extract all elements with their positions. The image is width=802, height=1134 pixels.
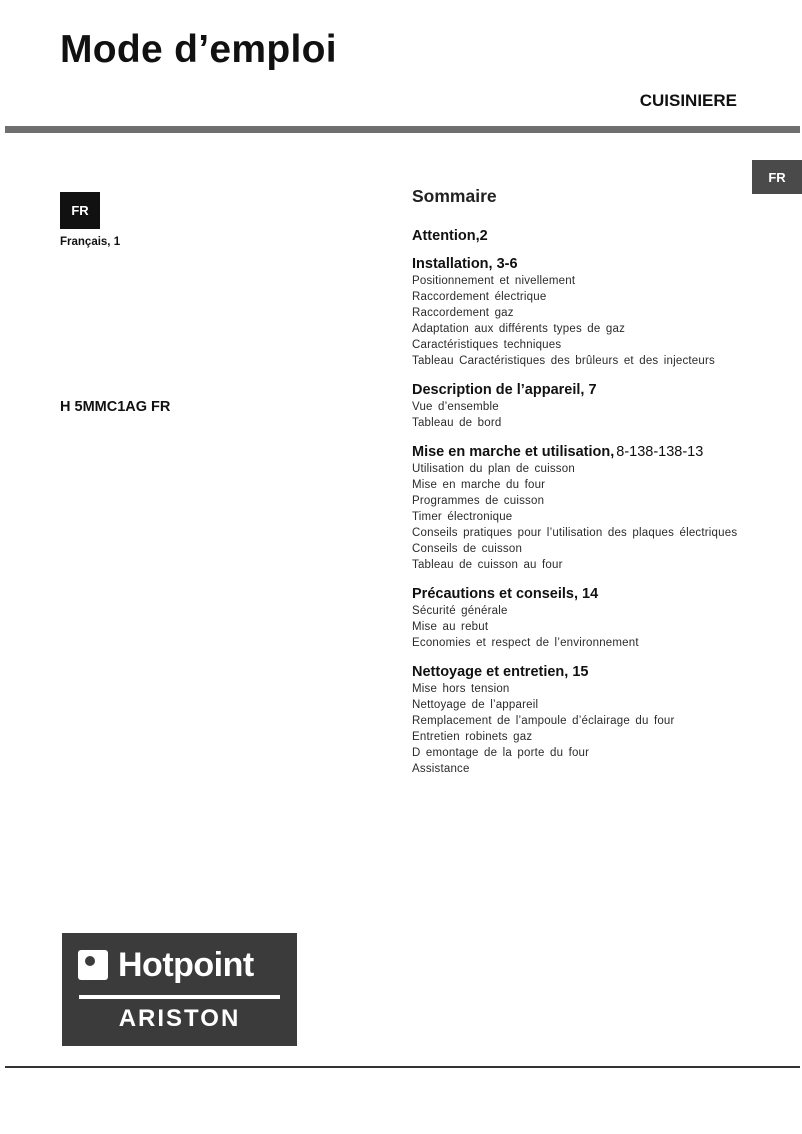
toc-section-heading-text: Installation, 3-6 [412,256,518,272]
toc-item[interactable]: Remplacement de l’ampoule d’éclairage du four [412,715,675,727]
toc-item[interactable]: Assistance [412,763,470,775]
toc-item[interactable]: Vue d’ensemble [412,401,499,413]
logo-top-row [78,947,254,983]
toc-section-heading-text: Mise en marche et utilisation, [412,444,615,460]
toc-section-pages: 8-138-138-13 [616,444,704,460]
toc-section-heading[interactable] [412,585,752,603]
toc-item[interactable]: Economies et respect de l’environnement [412,637,639,649]
toc-item[interactable]: Adaptation aux différents types de gaz [412,323,626,335]
toc-item[interactable]: Mise au rebut [412,621,489,633]
toc-item[interactable]: Mise en marche du four [412,479,546,491]
table-of-contents [412,185,752,789]
logo-brand-text: Hotpoint [118,946,254,984]
toc-item[interactable]: Conseils pratiques pour l’utilisation des plaques électriques [412,527,738,539]
logo-divider [79,995,280,999]
toc-item[interactable]: Mise hors tension [412,683,510,695]
toc-item[interactable]: Sécurité générale [412,605,508,617]
language-page-ref: Français, 1 [60,236,121,248]
toc-item[interactable]: D emontage de la porte du four [412,747,590,759]
header-divider [5,126,800,133]
language-side-tab[interactable]: FR [752,160,802,194]
toc-section-heading[interactable] [412,381,752,399]
toc-section [412,585,752,651]
model-number: H 5MMC1AG FR [60,399,171,415]
toc-section [412,443,752,573]
toc-item[interactable]: Tableau de cuisson au four [412,559,563,571]
toc-item[interactable]: Conseils de cuisson [412,543,523,555]
logo-sub-text: ARISTON [118,1005,241,1032]
toc-title: Sommaire [412,186,497,206]
toc-item[interactable]: Tableau Caractéristiques des brûleurs et des injecteurs [412,355,715,367]
toc-section-heading[interactable] [412,443,752,461]
toc-section [412,663,752,777]
toc-section-heading-text: Description de l’appareil, 7 [412,382,597,398]
toc-item[interactable]: Entretien robinets gaz [412,731,533,743]
toc-item[interactable]: Utilisation du plan de cuisson [412,463,575,475]
toc-item[interactable]: Positionnement et nivellement [412,275,576,287]
toc-section-heading-text: Attention,2 [412,228,488,244]
toc-item[interactable]: Raccordement électrique [412,291,547,303]
toc-section-heading[interactable] [412,227,752,245]
toc-section [412,227,752,245]
footer-divider [5,1066,800,1068]
toc-item[interactable]: Caractéristiques techniques [412,339,562,351]
toc-item[interactable]: Nettoyage de l’appareil [412,699,539,711]
brand-logo [62,933,297,1046]
toc-section [412,255,752,369]
toc-item[interactable]: Programmes de cuisson [412,495,545,507]
toc-section-heading[interactable] [412,663,752,681]
language-badge: FR [60,192,100,229]
document-title: Mode d’emploi [60,28,337,71]
toc-item[interactable]: Raccordement gaz [412,307,514,319]
toc-section [412,381,752,431]
toc-section-heading-text: Nettoyage et entretien, 15 [412,664,589,680]
toc-item[interactable]: Tableau de bord [412,417,502,429]
hotpoint-mark-icon [78,950,108,980]
toc-item[interactable]: Timer électronique [412,511,513,523]
toc-section-heading[interactable] [412,255,752,273]
toc-section-heading-text: Précautions et conseils, 14 [412,586,599,602]
product-category: CUISINIERE [639,91,737,110]
